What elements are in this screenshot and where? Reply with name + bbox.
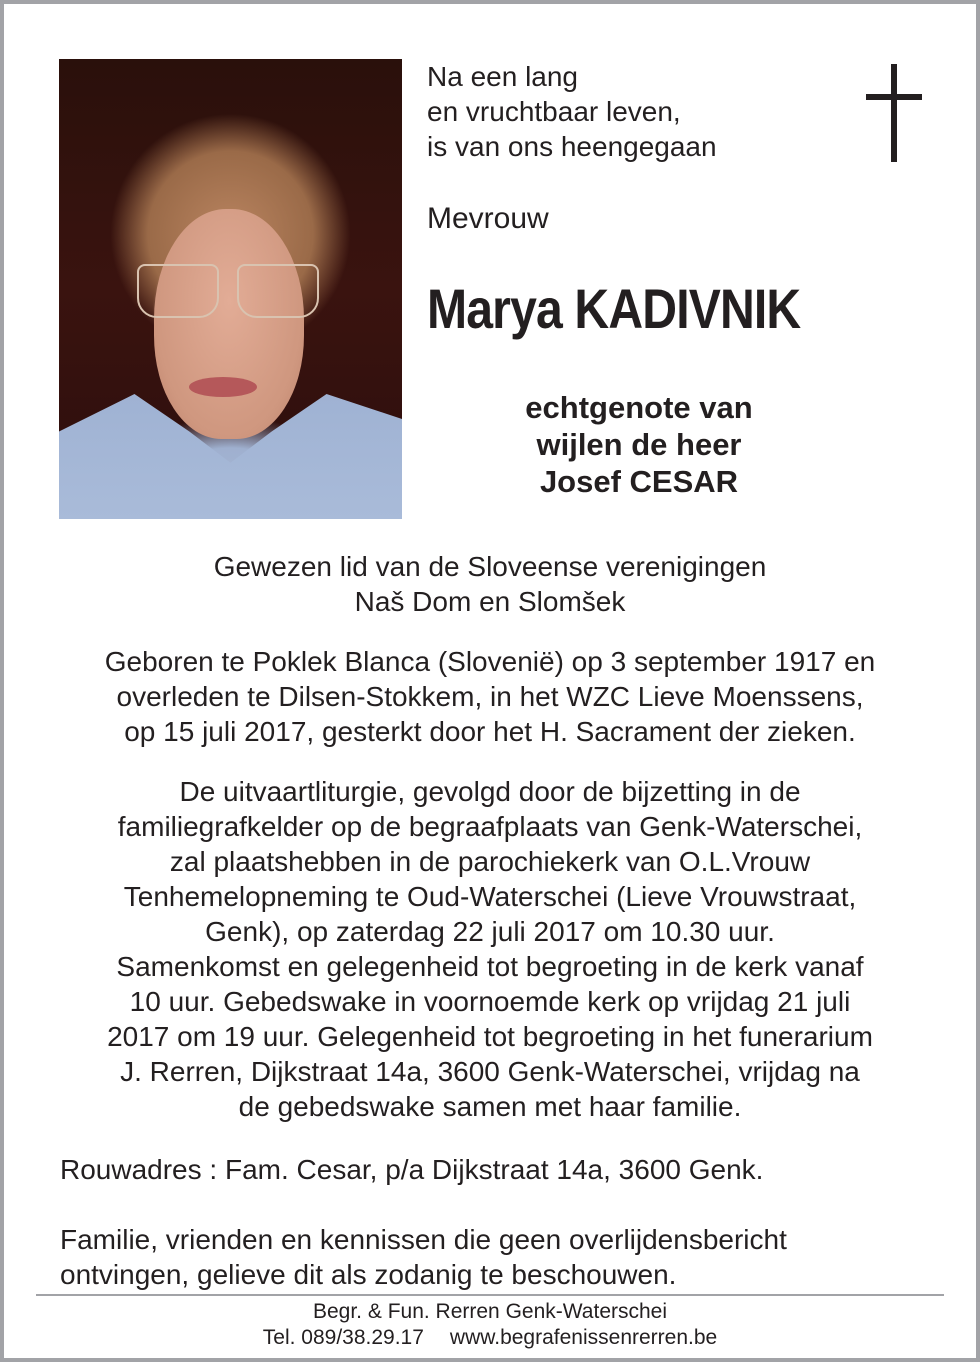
spouse-info [444, 389, 834, 500]
closing-line: ontvingen, gelieve dit als zodanig te beschouwen. [60, 1259, 677, 1290]
portrait-face [154, 209, 304, 439]
funeral-line: Samenkomst en gelegenheid tot begroeting in de kerk vanaf [116, 951, 864, 982]
spouse-line: echtgenote van [525, 390, 753, 425]
intro-line: Na een lang [427, 61, 579, 92]
footer-contact [4, 1325, 976, 1351]
footer [4, 1299, 976, 1351]
footer-divider [36, 1294, 944, 1296]
intro-line: is van ons heengegaan [427, 131, 717, 162]
funeral-details [4, 774, 976, 1124]
funeral-home-phone: Tel. 089/38.29.17 [262, 1326, 424, 1349]
obituary-card [4, 4, 976, 1358]
portrait-mouth [189, 377, 257, 397]
funeral-line: de gebedswake samen met haar familie. [238, 1091, 742, 1122]
funeral-line: 10 uur. Gebedswake in voornoemde kerk op vrijdag 21 juli [129, 986, 851, 1017]
portrait-photo [59, 59, 402, 519]
birth-death-line: overleden te Dilsen-Stokkem, in het WZC Lieve Moenssens, [116, 681, 864, 712]
funeral-line: 2017 om 19 uur. Gelegenheid tot begroeting in het funerarium [107, 1021, 873, 1052]
birth-death-line: op 15 juli 2017, gesterkt door het H. Sacrament der zieken. [124, 716, 856, 747]
association-text [4, 549, 976, 619]
funeral-home-name: Begr. & Fun. Rerren Genk-Waterschei [312, 1300, 668, 1323]
association-line: Gewezen lid van de Sloveense verenigingen [213, 551, 767, 582]
intro-text [427, 59, 717, 164]
funeral-line: J. Rerren, Dijkstraat 14a, 3600 Genk-Waterschei, vrijdag na [120, 1056, 860, 1087]
birth-death-text [4, 644, 976, 749]
funeral-line: Tenhemelopneming te Oud-Waterschei (Lieve Vrouwstraat, [123, 881, 857, 912]
funeral-home-website[interactable]: www.begrafenissenrerren.be [449, 1326, 718, 1349]
portrait-glasses [137, 264, 327, 319]
birth-death-line: Geboren te Poklek Blanca (Slovenië) op 3 september 1917 en [104, 646, 876, 677]
association-line: Naš Dom en Slomšek [354, 586, 626, 617]
funeral-line: Genk), op zaterdag 22 juli 2017 om 10.30 uur. [205, 916, 775, 947]
spouse-line: Josef CESAR [539, 464, 739, 499]
honorific: Mevrouw [427, 202, 549, 235]
mourning-address: Rouwadres : Fam. Cesar, p/a Dijkstraat 14a, 3600 Genk. [60, 1154, 764, 1185]
funeral-line: De uitvaartliturgie, gevolgd door de bijzetting in de [179, 776, 801, 807]
spouse-line: wijlen de heer [536, 427, 742, 462]
closing-line: Familie, vrienden en kennissen die geen overlijdensbericht [60, 1224, 787, 1255]
closing-note [60, 1222, 787, 1292]
intro-line: en vruchtbaar leven, [427, 96, 681, 127]
funeral-line: zal plaatshebben in de parochiekerk van O.L.Vrouw [169, 846, 811, 877]
cross-icon [866, 64, 922, 164]
funeral-line: familiegrafkelder op de begraafplaats van Genk-Waterschei, [117, 811, 863, 842]
deceased-name: Marya KADIVNIK [427, 277, 801, 340]
